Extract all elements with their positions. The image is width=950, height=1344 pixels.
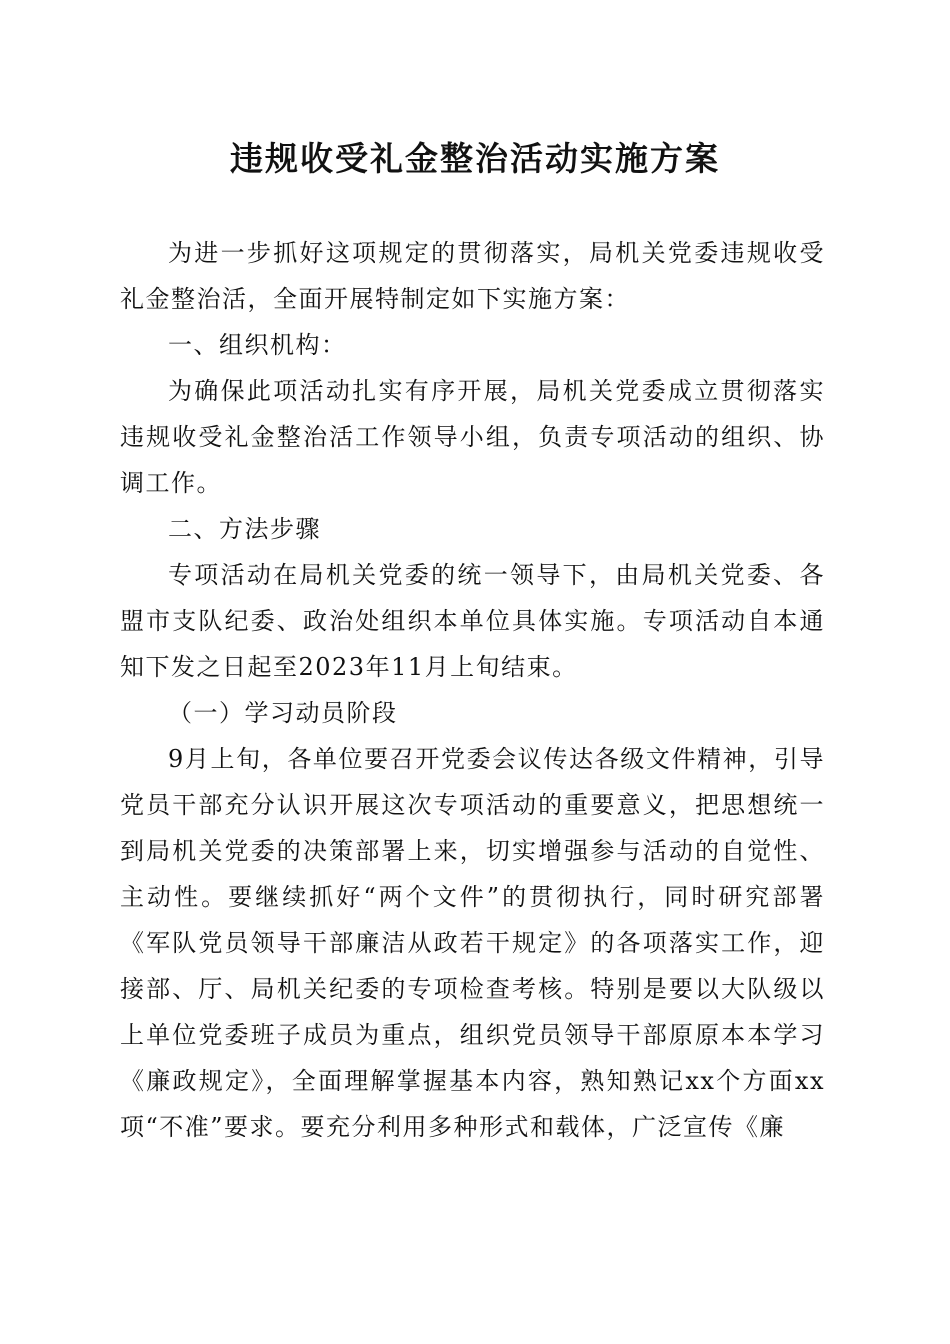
organization-paragraph: 为确保此项活动扎实有序开展，局机关党委成立贯彻落实违规收受礼金整治活工作领导小组，负责专项活动的组织、协调工作。 [120,377,825,497]
intro-paragraph: 为进一步抓好这项规定的贯彻落实，局机关党委违规收受礼金整治活，全面开展特制定如下实施方案： [120,239,825,313]
study-paragraph: 9月上旬，各单位要召开党委会议传达各级文件精神，引导党员干部充分认识开展这次专项活动的重要意义，把思想统一到局机关党委的决策部署上来，切实增强参与活动的自觉性、主动性。要继续抓好“两个文件”的贯彻执行，同时研究部署《军队党员领导干部廉洁从政若干规定》的各项落实工作，迎接部、厅、局机关纪委的专项检查考核。特别是要以大队级以上单位党委班子成员为重点，组织党员领导干部原原本本学习《廉政规定》，全面理解掌握基本内容，熟知熟记xx个方面xx项“不准”要求。要充分利用多种形式和载体，广泛宣传《廉 [120,745,825,1141]
document-body [120,230,825,1150]
document-title: 违规收受礼金整治活动实施方案 [230,139,720,178]
subsection-heading-study: （一）学习动员阶段 [168,699,398,727]
section-heading-methods: 二、方法步骤 [168,515,321,543]
methods-paragraph: 专项活动在局机关党委的统一领导下，由局机关党委、各盟市支队纪委、政治处组织本单位具体实施。专项活动自本通知下发之日起至2023年11月上旬结束。 [120,561,825,681]
section-heading-organization: 一、组织机构： [168,331,347,359]
